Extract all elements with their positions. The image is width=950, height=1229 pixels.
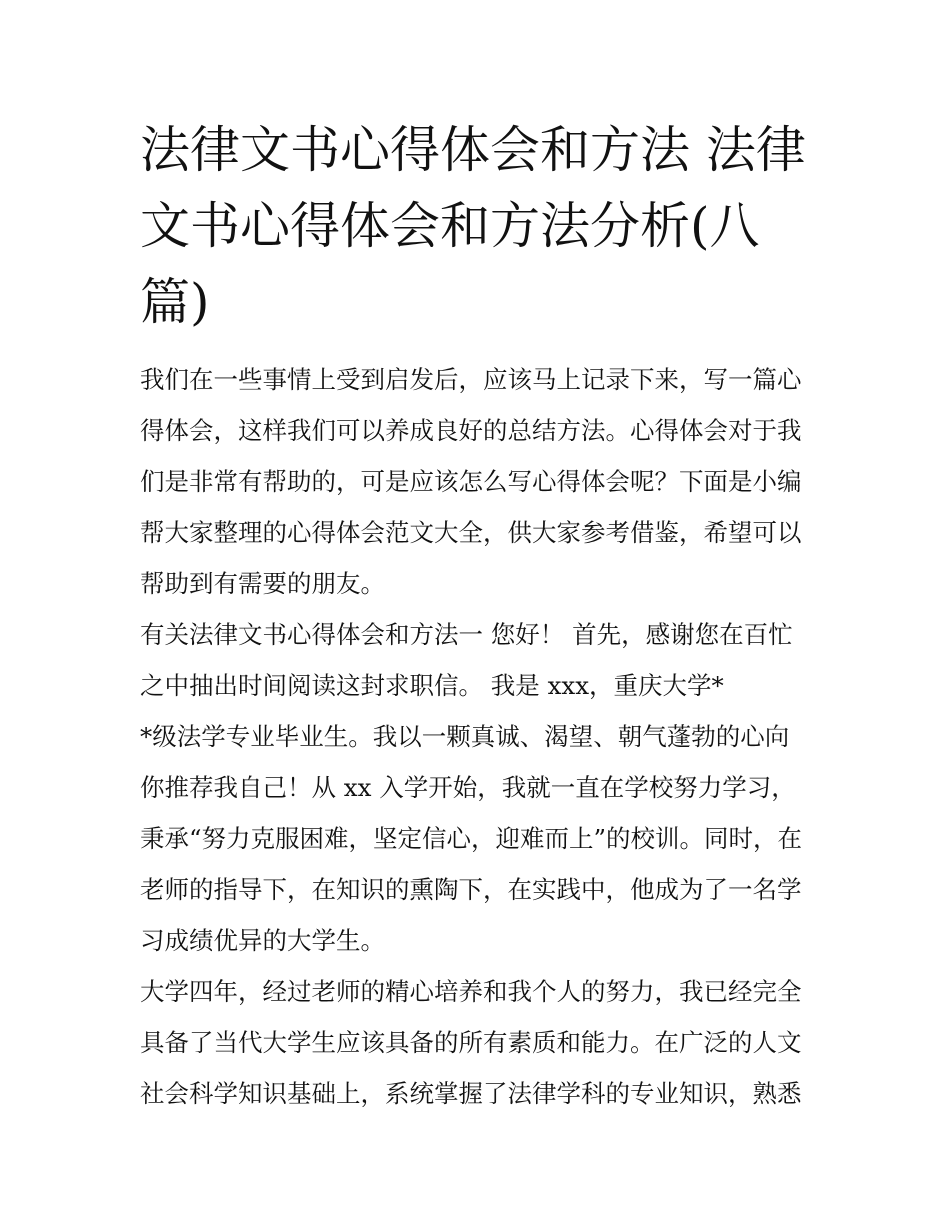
body-line: 大学四年，经过老师的精心培养和我个人的努力，我已经完全: [140, 977, 802, 1006]
body-line: 具备了当代大学生应该具备的所有素质和能力。在广泛的人文: [140, 1028, 802, 1057]
body-line: 你推荐我自己！从 xx 入学开始，我就一直在学校努力学习，: [140, 773, 796, 802]
body-line: 帮助到有需要的朋友。: [140, 569, 385, 598]
document-title: 法律文书心得体会和方法 法律文书心得体会和方法分析(八篇): [140, 121, 806, 331]
body-line: 之中抽出时间阅读这封求职信。 我是 xxx，重庆大学*: [140, 671, 724, 700]
body-line: 习成绩优异的大学生。: [140, 926, 385, 955]
body-line: 有关法律文书心得体会和方法一 您好！ 首先，感谢您在百忙: [140, 620, 793, 649]
body-line: 社会科学知识基础上，系统掌握了法律学科的专业知识，熟悉: [140, 1079, 802, 1108]
document-body: [140, 354, 812, 1119]
body-line: *级法学专业毕业生。我以一颗真诚、渴望、朝气蓬勃的心向: [140, 722, 790, 751]
body-line: 们是非常有帮助的，可是应该怎么写心得体会呢？下面是小编: [140, 467, 802, 496]
body-line: 帮大家整理的心得体会范文大全，供大家参考借鉴，希望可以: [140, 518, 802, 547]
body-line: 老师的指导下，在知识的熏陶下，在实践中，他成为了一名学: [140, 875, 802, 904]
body-line: 秉承“努力克服困难，坚定信心，迎难而上”的校训。同时，在: [140, 824, 803, 853]
body-line: 得体会，这样我们可以养成良好的总结方法。心得体会对于我: [140, 416, 802, 445]
body-line: 我们在一些事情上受到启发后，应该马上记录下来，写一篇心: [140, 365, 802, 394]
